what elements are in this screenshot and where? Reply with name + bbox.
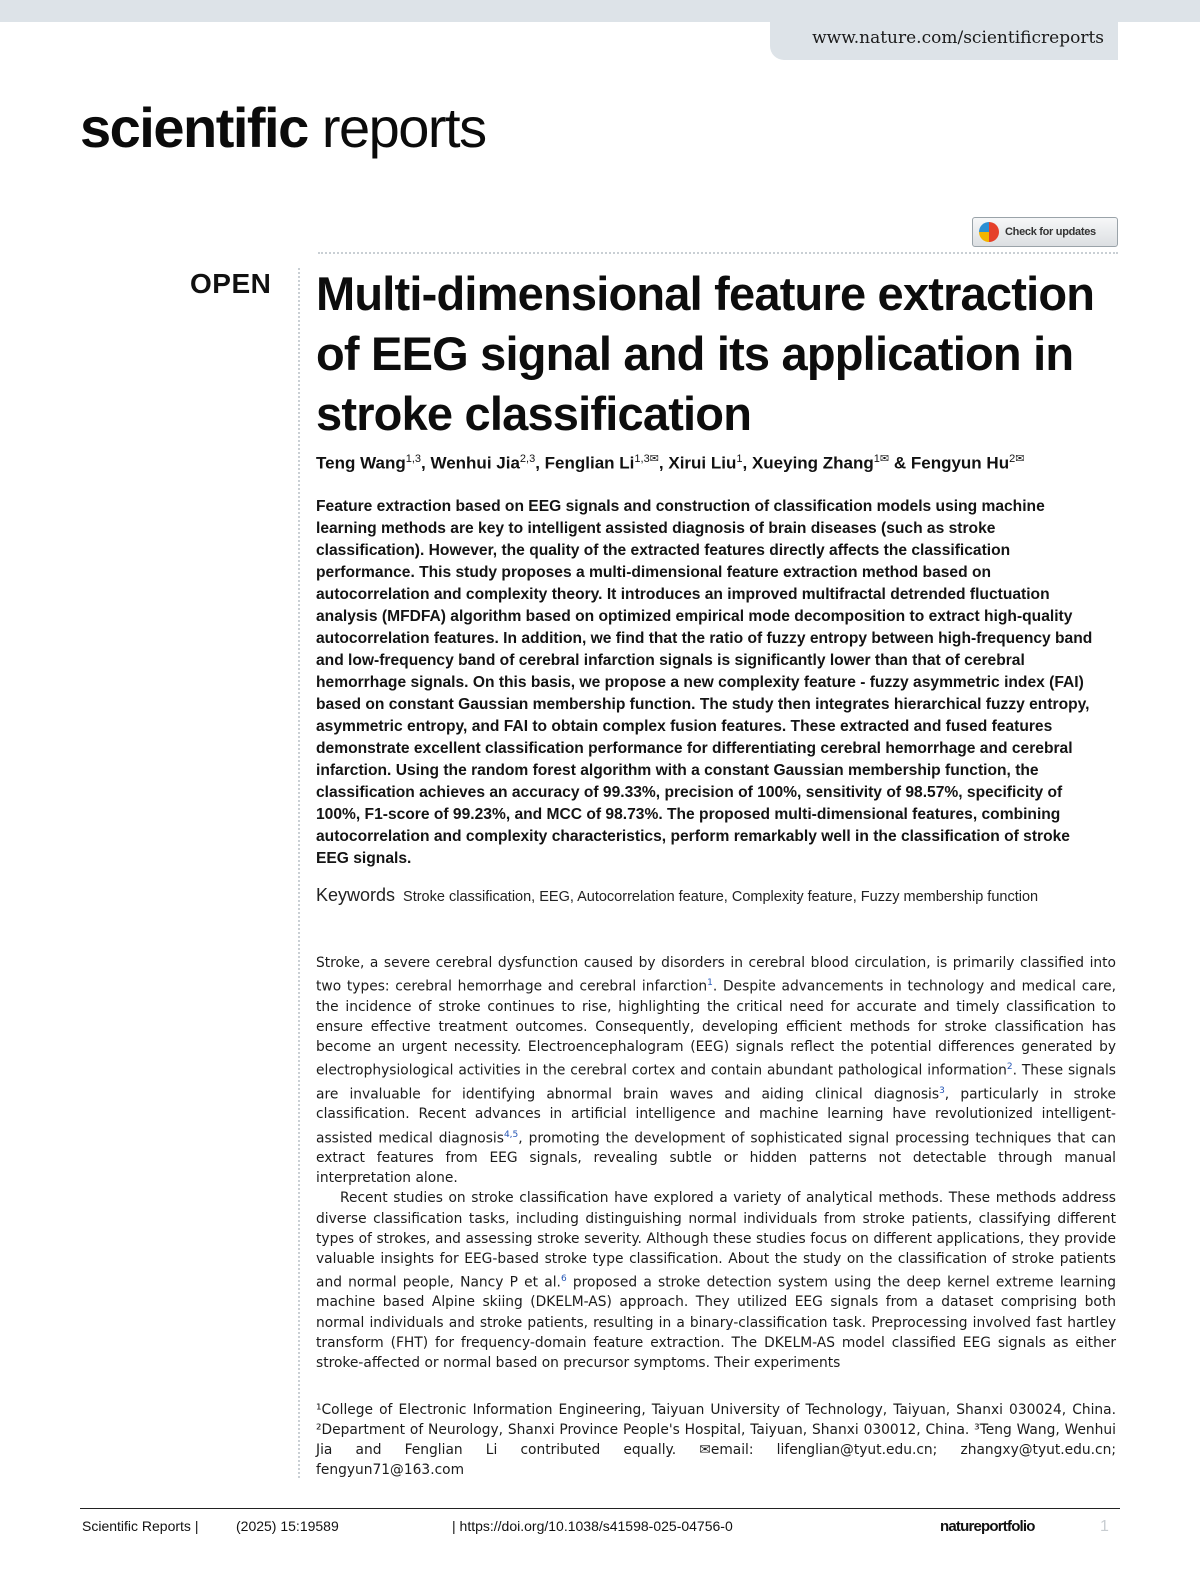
- crossmark-icon: [979, 222, 999, 242]
- footer-volume: (2025) 15:19589: [236, 1518, 339, 1534]
- text-run: proposed a stroke detection system using the deep kernel extreme learning machine based Alpine skiing (DKELM-AS) approach. They utilized EEG signals from a dataset comprising both normal individuals and stroke patients, resulting in a binary-classification task. Preprocessing involved fast hartley transform (FHT) for frequency-domain feature extraction. The DKELM-AS model classified EEG signals as either stroke-affected or normal based on precursor symptoms. Their experiments: [316, 1274, 1116, 1371]
- author-list: Teng Wang$^{1,3}$, Wenhui Jia$^{2,3}$, Fenglian $Li^{1,3✉}$, Xirui Liu$^1$, Xueying Zhang$^{1✉}$ & Fengyun $Hu^{2✉}$: [316, 453, 1025, 473]
- journal-brand: [80, 96, 486, 159]
- author-sup: 1,3: [405, 453, 422, 465]
- keywords-list: Stroke classification, EEG, Autocorrelation feature, Complexity feature, Fuzzy membership function: [403, 889, 1039, 905]
- article-title: Multi-dimensional feature extraction of EEG signal and its application in stroke classification: [316, 267, 1095, 440]
- author-sup: 1: [736, 453, 743, 465]
- brand-bold: scientific: [80, 96, 308, 159]
- citation-ref[interactable]: 6: [560, 1273, 567, 1284]
- text-run: . These signals are invaluable for identifying abnormal brain waves and aiding clinical diagnosis: [316, 1062, 1116, 1103]
- text-run: . Despite advancements in technology and medical care, the incidence of stroke continues to rise, highlighting the critical need for accurate and timely classification to ensure effective treatment outcomes. Consequently, developing efficient methods for stroke classification has become an urgent necessity. Electroencephalogram (EEG) signals reflect the potential differences generated by electrophysiological activities in the cerebral cortex and contain abundant pathological information: [316, 978, 1116, 1079]
- keywords-block: [316, 884, 1106, 908]
- page-number: 1: [1100, 1518, 1109, 1535]
- citation-ref[interactable]: 2: [1006, 1062, 1013, 1073]
- keywords-label: Keywords: [316, 885, 396, 905]
- citation-ref[interactable]: 1: [707, 978, 713, 989]
- author-sup: 2✉: [1009, 453, 1025, 465]
- author-name[interactable]: Teng Wang: [316, 453, 406, 473]
- author-name[interactable]: Fengyun Hu: [910, 453, 1010, 473]
- publisher-logo: natureportfolio: [940, 1518, 1035, 1535]
- citation-ref[interactable]: 3: [939, 1085, 945, 1096]
- updates-label: Check for updates: [1005, 226, 1096, 238]
- abstract: Feature extraction based on EEG signals and construction of classification models using machine learning methods are key to intelligent assisted diagnosis of brain diseases (such as stroke classification). However, the quality of the extracted features directly affects the classification performance. This study proposes a multi-dimensional feature extraction method based on autocorrelation and complexity theory. It introduces an improved multifractal detrended fluctuation analysis (MFDFA) algorithm based on optimized empirical mode decomposition to extract high-quality autocorrelation features. In addition, we find that the ratio of fuzzy entropy between high-frequency band and low-frequency band of cerebral infarction signals is significantly lower than that of cerebral hemorrhage signals. On this basis, we propose a new complexity feature - fuzzy asymmetric index (FAI) based on constant Gaussian membership function. The study then integrates hierarchical fuzzy entropy, asymmetric entropy, and FAI to obtain complex fusion features. These extracted and fused features demonstrate excellent classification performance for differentiating cerebral hemorrhage and cerebral infarction. Using the random forest algorithm with a constant Gaussian membership function, the classification achieves an accuracy of 99.33%, precision of 100%, sensitivity of 98.57%, specificity of 100%, F1-score of 99.23%, and MCC of 98.73%. The proposed multi-dimensional features, combining autocorrelation and complexity characteristics, perform remarkably well in the classification of stroke EEG signals.: [316, 498, 1093, 867]
- author-sup: 1,3✉: [634, 453, 659, 465]
- text-run: Recent studies on stroke classification have explored a variety of analytical methods. These methods address diverse classification tasks, including distinguishing normal individuals from stroke patients, classifying different types of strokes, and assessing stroke severity. Although these studies focus on different applications, they provide valuable insights for EEG-based stroke type classification. About the study on the classification of stroke patients and normal people, Nancy P et al.: [316, 1190, 1116, 1291]
- paragraph-1: [316, 953, 1116, 1188]
- body-text: [316, 953, 1116, 1373]
- journal-url[interactable]: www.nature.com/scientificreports: [812, 28, 1104, 48]
- footer-journal: Scientific Reports |: [82, 1518, 199, 1534]
- author-name[interactable]: Fenglian Li: [544, 453, 635, 473]
- author-name[interactable]: Xirui Liu: [668, 453, 737, 473]
- citation-ref[interactable]: 4,5: [503, 1129, 519, 1140]
- author-sup: 2,3: [519, 453, 536, 465]
- text-run: , particularly in stroke classification. Recent advances in artificial intelligence and machine learning have revolutionized intelligent-assisted medical diagnosis: [316, 1086, 1117, 1147]
- dotted-divider-horizontal: [318, 252, 1118, 254]
- text-run: Stroke, a severe cerebral dysfunction caused by disorders in cerebral blood circulation, is primarily classified into two types: cerebral hemorrhage and cerebral infarction: [316, 955, 1116, 995]
- text-run: , promoting the development of sophisticated signal processing techniques that can extract features from EEG signals, revealing subtle or hidden patterns not detectable through manual interpretation alone.: [316, 1130, 1116, 1187]
- brand-light: reports: [307, 96, 486, 159]
- author-name[interactable]: Wenhui Jia: [430, 453, 520, 473]
- url-tab[interactable]: [770, 18, 1118, 60]
- footer-doi-link[interactable]: | https://doi.org/10.1038/s41598-025-04756-0: [452, 1518, 733, 1534]
- paragraph-2: [316, 1188, 1116, 1372]
- check-for-updates-button[interactable]: [972, 217, 1118, 247]
- affiliations: ¹College of Electronic Information Engineering, Taiyuan University of Technology, Taiyuan, Shanxi 030024, China. ²Department of Neurology, Shanxi Province People's Hospital, Taiyuan, Shanxi 030012, China. ³Teng Wang, Wenhui Jia and Fenglian Li contributed equally. ✉email: lifenglian@tyut.edu.cn; zhangxy@tyut.edu.cn; fengyun71@163.com: [316, 1402, 1116, 1479]
- footer-rule: [80, 1508, 1120, 1509]
- open-access-label: OPEN: [190, 268, 272, 299]
- author-sup: 1✉: [873, 453, 890, 465]
- dotted-divider-vertical: [298, 268, 300, 1478]
- author-name[interactable]: Xueying Zhang: [751, 453, 874, 473]
